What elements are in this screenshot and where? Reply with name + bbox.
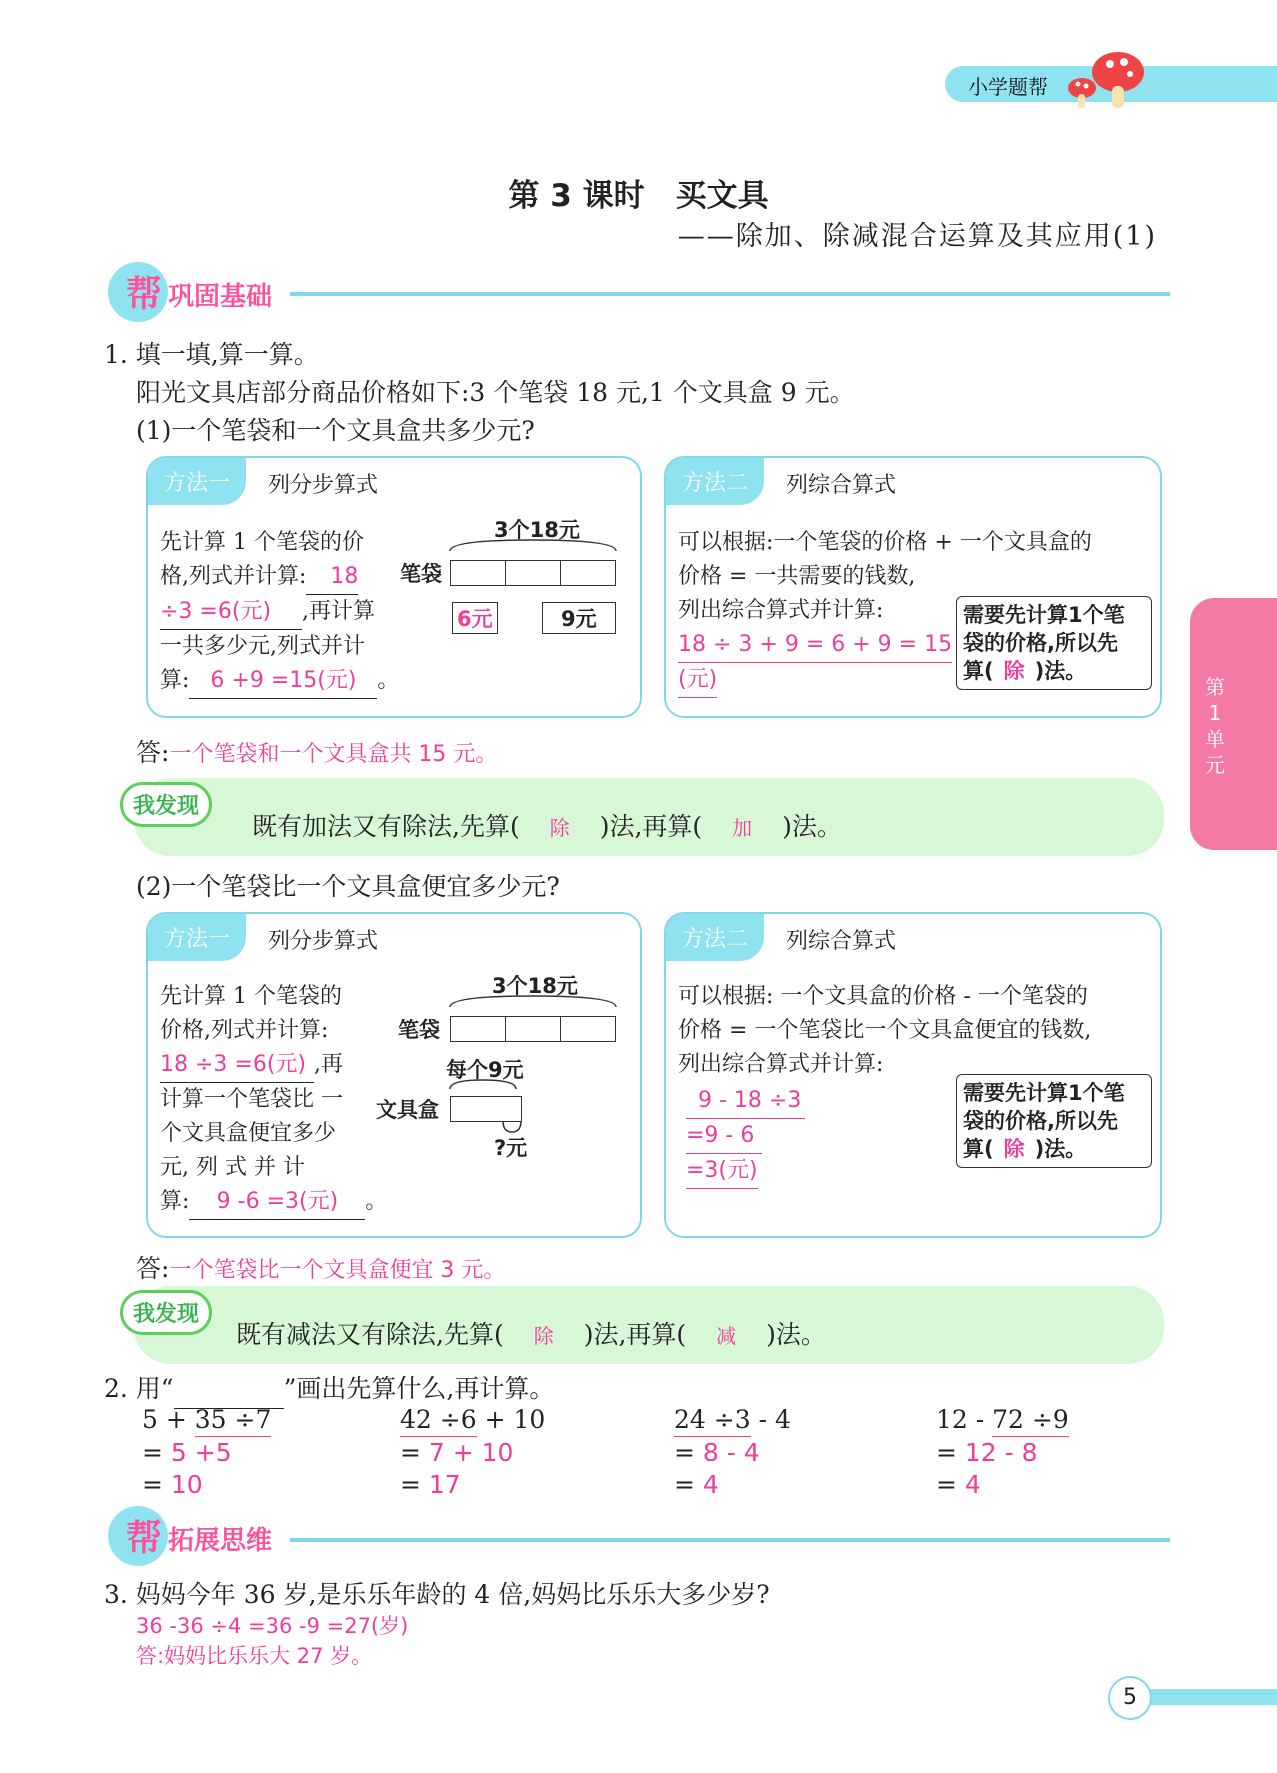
p2-method2-box — [664, 912, 1162, 1238]
section2-line — [290, 1538, 1170, 1542]
p2-m2-callout-ans: 除 — [1003, 1137, 1025, 1161]
p1-answer-text: 一个笔袋和一个文具盒共 15 元。 — [169, 742, 498, 767]
section1-line — [290, 292, 1170, 296]
p2-m2-a3: =3(元) — [686, 1154, 758, 1189]
q2-problem-1: 5 + 35 ÷7 = 5 +5 = 10 — [142, 1405, 272, 1499]
p1-diag-bar — [450, 560, 616, 586]
p1-m1-a2: ÷3 =6(元) — [160, 595, 302, 630]
p1-diag-seg — [506, 560, 561, 586]
p2-diag-name2: 文具盒 — [376, 1098, 439, 1122]
q3-question: 3. 妈妈今年 36 岁,是乐乐年龄的 4 倍,妈妈比乐乐大多少岁? — [104, 1580, 770, 1609]
p1-diag-top: 3个18元 — [494, 518, 580, 542]
q2-problem-4: 12 - 72 ÷9 = 12 - 8 = 4 — [936, 1405, 1069, 1499]
section2-char: 帮 — [126, 1518, 163, 1559]
page-title: 第 3 课时 买文具 — [508, 178, 769, 214]
p1-m1-label: 列分步算式 — [268, 473, 379, 498]
p1-m1-a3: 6 +9 =15(元) — [189, 664, 377, 699]
section1-char: 帮 — [126, 274, 163, 315]
p2-discover-a2: 减 — [716, 1324, 737, 1348]
p2-m1-l1: 先计算 1 个笔袋的 — [160, 984, 342, 1009]
p2-m2-a2: =9 - 6 — [686, 1119, 762, 1154]
q2-title: 2. 用“ ”画出先算什么,再计算。 — [104, 1370, 554, 1409]
mushroom-icon — [1060, 44, 1150, 114]
p2-m1-label: 列分步算式 — [268, 929, 379, 954]
p2-diag-q: ?元 — [494, 1136, 528, 1160]
p1-m2-l2: 价格 = 一共需要的钱数, — [678, 564, 916, 589]
p2-m1-l5: 个文具盒便宜多少 — [160, 1121, 337, 1146]
p2-m1-text: 先计算 1 个笔袋的 价格,列式并计算: 18 ÷3 =6(元) ,再 计算一个笔袋比 一 个文具盒便宜多少 元, 列 式 并 计 算: 9 -6 =3(元) 。 — [160, 980, 390, 1220]
p2-m1-a1: 18 ÷3 =6(元) — [160, 1048, 314, 1083]
p2-m2-l2: 价格 = 一个笔袋比一个文具盒便宜的钱数, — [678, 1018, 1092, 1043]
p2-diag-top: 3个18元 — [492, 974, 578, 998]
p2-diag-seg — [506, 1016, 561, 1042]
p1-m1-l1: 先计算 1 个笔袋的价 — [160, 530, 364, 555]
p2-m1-l2: 价格,列式并计算: — [160, 1018, 329, 1043]
p2-diag-mid: 每个9元 — [446, 1058, 524, 1082]
section1-title: 巩固基础 — [168, 282, 273, 312]
p2-m2-a1: 9 - 18 ÷3 — [686, 1084, 805, 1119]
section2-title: 拓展思维 — [168, 1526, 273, 1556]
p2-discover-a1: 除 — [533, 1324, 554, 1348]
p2-m2-callout: 需要先计算1个笔 袋的价格,所以先 算( 除 )法。 — [956, 1074, 1152, 1168]
p1-diag-b: 9元 — [542, 602, 616, 634]
p2-m1-tab: 方法一 — [148, 914, 246, 961]
p2-m2-text — [678, 980, 1148, 1082]
unit-side-label: 第1单元 — [1205, 675, 1225, 777]
p1-method2-box — [664, 456, 1162, 718]
p2-diag-bar2 — [450, 1096, 522, 1122]
p2-discover-text: 既有减法又有除法,先算( 除 )法,再算( 减 )法。 — [236, 1320, 826, 1349]
p1-m2-label: 列综合算式 — [786, 473, 897, 498]
p1-diag-seg — [450, 560, 506, 586]
p1-diag-a: 6元 — [452, 602, 498, 634]
p2-m2-label: 列综合算式 — [786, 929, 897, 954]
p1-m1-text — [160, 526, 420, 699]
p2-answer: 答:一个笔袋比一个文具盒便宜 3 元。 — [136, 1254, 506, 1283]
q1-part2-question: (2)一个笔袋比一个文具盒便宜多少元? — [136, 872, 560, 901]
p1-m1-l5: 算: 6 +9 =15(元) 。 — [160, 664, 420, 699]
p2-discover-badge: 我发现 — [120, 1290, 212, 1335]
p1-diag-name: 笔袋 — [400, 562, 442, 586]
page-number: 5 — [1108, 1676, 1152, 1720]
p2-m2-l3: 列出综合算式并计算: — [678, 1052, 884, 1077]
p2-diag-brace2 — [448, 1078, 518, 1090]
p1-diag-seg — [561, 560, 616, 586]
p1-m2-a1: 18 ÷ 3 + 9 = 6 + 9 = 15 — [678, 628, 952, 663]
q2-problem-3: 24 ÷3 - 4 = 8 - 4 = 4 — [674, 1405, 791, 1499]
p2-m1-l4: 计算一个笔袋比 一 — [160, 1087, 343, 1112]
p1-m1-tab: 方法一 — [148, 458, 246, 505]
p1-diag-brace — [448, 538, 618, 552]
p1-discover-text: 既有加法又有除法,先算( 除 )法,再算( 加 )法。 — [252, 812, 842, 841]
p2-diag-seg — [561, 1016, 616, 1042]
page-subtitle: ——除加、除减混合运算及其应用(1) — [677, 221, 1157, 252]
p1-method1-box — [146, 456, 642, 718]
p2-m1-a2: 9 -6 =3(元) — [189, 1185, 365, 1220]
q2-problem-2: 42 ÷6 + 10 = 7 + 10 = 17 — [400, 1405, 546, 1499]
q1-title: 1. 填一填,算一算。 — [104, 340, 319, 369]
p1-m2-callout: 需要先计算1个笔 袋的价格,所以先 算( 除 )法。 — [956, 596, 1152, 690]
p1-m1-a1: 18 — [306, 560, 358, 595]
p1-answer: 答:一个笔袋和一个文具盒共 15 元。 — [136, 738, 498, 767]
brand-name: 小学题帮 — [968, 75, 1048, 99]
p1-discover-badge: 我发现 — [120, 782, 212, 827]
p2-m2-l1: 可以根据: 一个文具盒的价格 - 一个笔袋的 — [678, 984, 1088, 1009]
p1-m2-a2: (元) — [678, 663, 717, 698]
p1-m2-l1: 可以根据:一个笔袋的价格 + 一个文具盒的 — [678, 530, 1092, 555]
p2-method1-box — [146, 912, 642, 1238]
p2-diag-seg — [450, 1016, 506, 1042]
q3-work: 36 -36 ÷4 =36 -9 =27(岁) — [136, 1614, 409, 1638]
p2-answer-text: 一个笔袋比一个文具盒便宜 3 元。 — [169, 1258, 506, 1283]
p1-discover-a2: 加 — [732, 816, 753, 840]
q1-part1-question: (1)一个笔袋和一个文具盒共多少元? — [136, 416, 535, 445]
p2-diag-name1: 笔袋 — [398, 1018, 440, 1042]
p1-m1-l4: 一共多少元,列式并计 — [160, 634, 365, 659]
p2-diag-bar1 — [450, 1016, 616, 1042]
p1-m2-callout-ans: 除 — [1003, 659, 1025, 683]
p2-m2-tab: 方法二 — [666, 914, 764, 961]
p2-m1-l6: 元, 列 式 并 计 — [160, 1155, 305, 1180]
p2-diag-brace — [448, 994, 618, 1008]
p1-m1-l2: 格,列式并计算: 18 — [160, 560, 420, 595]
q3-answer: 答:妈妈比乐乐大 27 岁。 — [136, 1644, 373, 1668]
p1-discover-a1: 除 — [549, 816, 570, 840]
p2-m2-work — [686, 1084, 805, 1189]
p1-m1-l3: ÷3 =6(元) ,再计算 — [160, 595, 420, 630]
page-bar — [1148, 1689, 1277, 1705]
p1-m2-tab: 方法二 — [666, 458, 764, 505]
p1-m2-l3: 列出综合算式并计算: — [678, 598, 884, 623]
q1-intro: 阳光文具店部分商品价格如下:3 个笔袋 18 元,1 个文具盒 9 元。 — [136, 378, 855, 407]
